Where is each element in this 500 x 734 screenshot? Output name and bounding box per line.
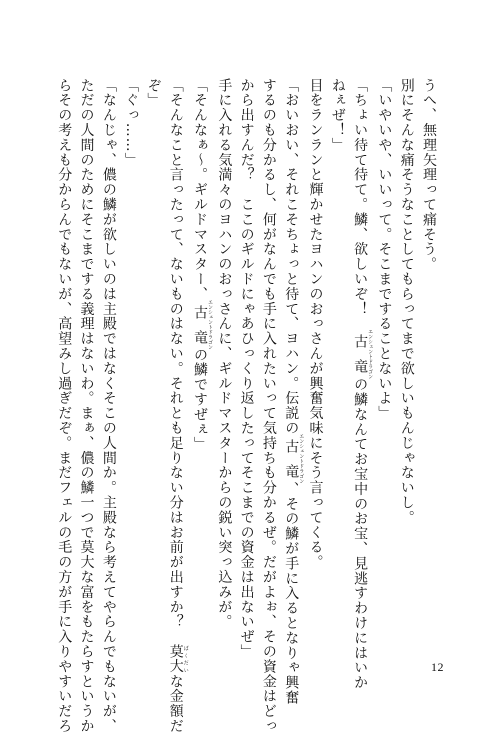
text-segment: 、その鱗が手に入るとなりゃ興奮	[283, 481, 300, 706]
text-segment: な金額だ	[167, 674, 184, 734]
text-line	[349, 78, 374, 691]
text-segment: の鱗ですぜぇ」	[192, 347, 209, 452]
text-segment: 「ちょい待て待て。鱗、欲しいぞ！	[352, 78, 369, 332]
ruby-reading: エンシェントドラゴン	[367, 329, 374, 380]
text-segment: 「そんなぁ～。ギルドマスター、	[192, 78, 209, 302]
ruby-base: 莫大	[167, 644, 184, 675]
text-segment: 「おいおい、それこそちょっと待て、ヨハン。伝説の	[283, 78, 300, 436]
ruby-base: 古竜	[283, 433, 300, 484]
text-line: うへ、無理矢理って痛そう。	[421, 78, 437, 272]
text-line: するのも分かるし、何がなんでも手に入れたいって気持ちも分かるぜ。だがよぉ、その資金はどっ	[260, 78, 277, 734]
ruby-reading: エンシェントドラゴン	[298, 433, 305, 484]
page-number: 12	[431, 660, 444, 674]
text-line: ねぇぜ！」	[329, 78, 346, 153]
text-line: 「いやいや、いいって。そこまですることないよ」	[376, 78, 393, 421]
text-line: 別にそんな痛そうなことしてもらってまで欲しいもんじゃないし。	[398, 78, 415, 525]
ruby-term	[167, 644, 189, 675]
text-line: から出すんだ？ ここのギルドにゃあひっくり返したってそこまでの資金は出ないぜ」	[238, 78, 255, 660]
text-line	[280, 78, 305, 706]
ruby-term	[352, 329, 374, 380]
text-line: ぞ」	[145, 78, 162, 108]
text-line: 「ぐっ……」	[123, 78, 140, 168]
text-segment: の鱗なんてお宝中のお宝、見逃すわけにはいか	[352, 377, 369, 691]
ruby-reading: エンシェントドラゴン	[207, 299, 214, 350]
text-line	[164, 78, 189, 734]
text-line: 手に入れる気満々のヨハンのおっさんに、ギルドマスターからの鋭い突っ込みが。	[216, 78, 233, 630]
ruby-term	[283, 433, 305, 484]
text-line	[189, 78, 213, 644]
text-segment: 「そんなこと言ったって、ないものはない。それとも足りない分はお前が出すか？	[167, 78, 184, 645]
ruby-term	[192, 299, 214, 350]
text-line: ただの人間のためにそこまでする義理はないわ。まぁ、儂の鱗一つで莫大な富をもたらすというか	[78, 78, 95, 734]
text-line: 「なんじゃ、儂の鱗が欲しいのは主殿ではなくそこの人間か。主殿なら考えてやらんでもないが、	[100, 78, 117, 734]
text-line: らその考えも分からんでもないが、高望みし過ぎだぞ。まだフェルの毛の方が手に入りやすいだろ	[56, 78, 73, 734]
ruby-base: 古竜	[352, 329, 369, 380]
ruby-reading: ばくだい	[182, 644, 189, 674]
text-line: 目をランランと輝かせたヨハンのおっさんが興奮気味にそう言ってくる。	[307, 78, 324, 570]
ruby-base: 古竜	[192, 299, 209, 350]
